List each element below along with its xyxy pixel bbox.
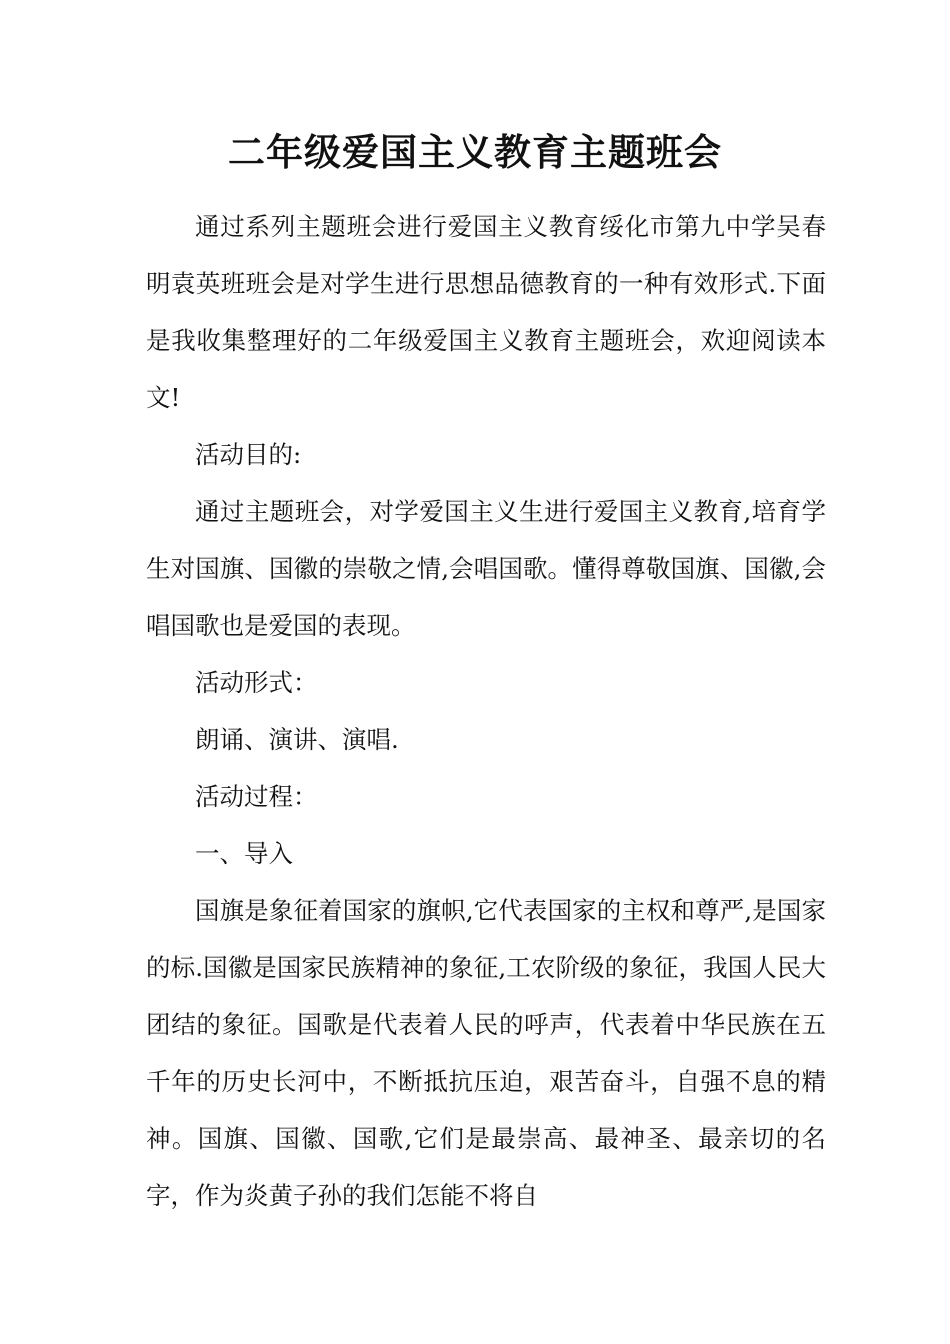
- heading-activity-process: 活动过程：: [195, 782, 318, 811]
- document-title: 二年级爱国主义教育主题班会: [228, 131, 722, 174]
- paragraph-introduction: 国旗是象征着国家的旗帜,它代表国家的主权和尊严,是国家的标.国徽是国家民族精神的象征,工农阶级的象征，我国人民大团结的象征。国歌是代表着人民的呼声，代表着中华民族在五千年的历史长河中，不断抵抗压迫，艰苦奋斗，自强不息的精神。国旗、国徽、国歌,它们是最崇高、最神圣、最亲切的名字，作为炎黄子孙的我们怎能不将自: [146, 896, 826, 1210]
- heading-activity-purpose: 活动目的:: [195, 440, 302, 469]
- paragraph-intro: 通过系列主题班会进行爱国主义教育绥化市第九中学吴春明袁英班班会是对学生进行思想品德教育的一种有效形式.下面是我收集整理好的二年级爱国主义教育主题班会，欢迎阅读本文!: [146, 212, 826, 412]
- document-body: [146, 198, 826, 1224]
- paragraph-activity-purpose: 通过主题班会，对学爱国主义生进行爱国主义教育,培育学生对国旗、国徽的崇敬之情,会唱国歌。懂得尊敬国旗、国徽,会唱国歌也是爱国的表现。: [146, 497, 826, 640]
- heading-section-one: 一、导入: [195, 839, 293, 868]
- paragraph-activity-form: 朗诵、演讲、演唱.: [195, 725, 399, 754]
- heading-activity-form: 活动形式：: [195, 668, 318, 697]
